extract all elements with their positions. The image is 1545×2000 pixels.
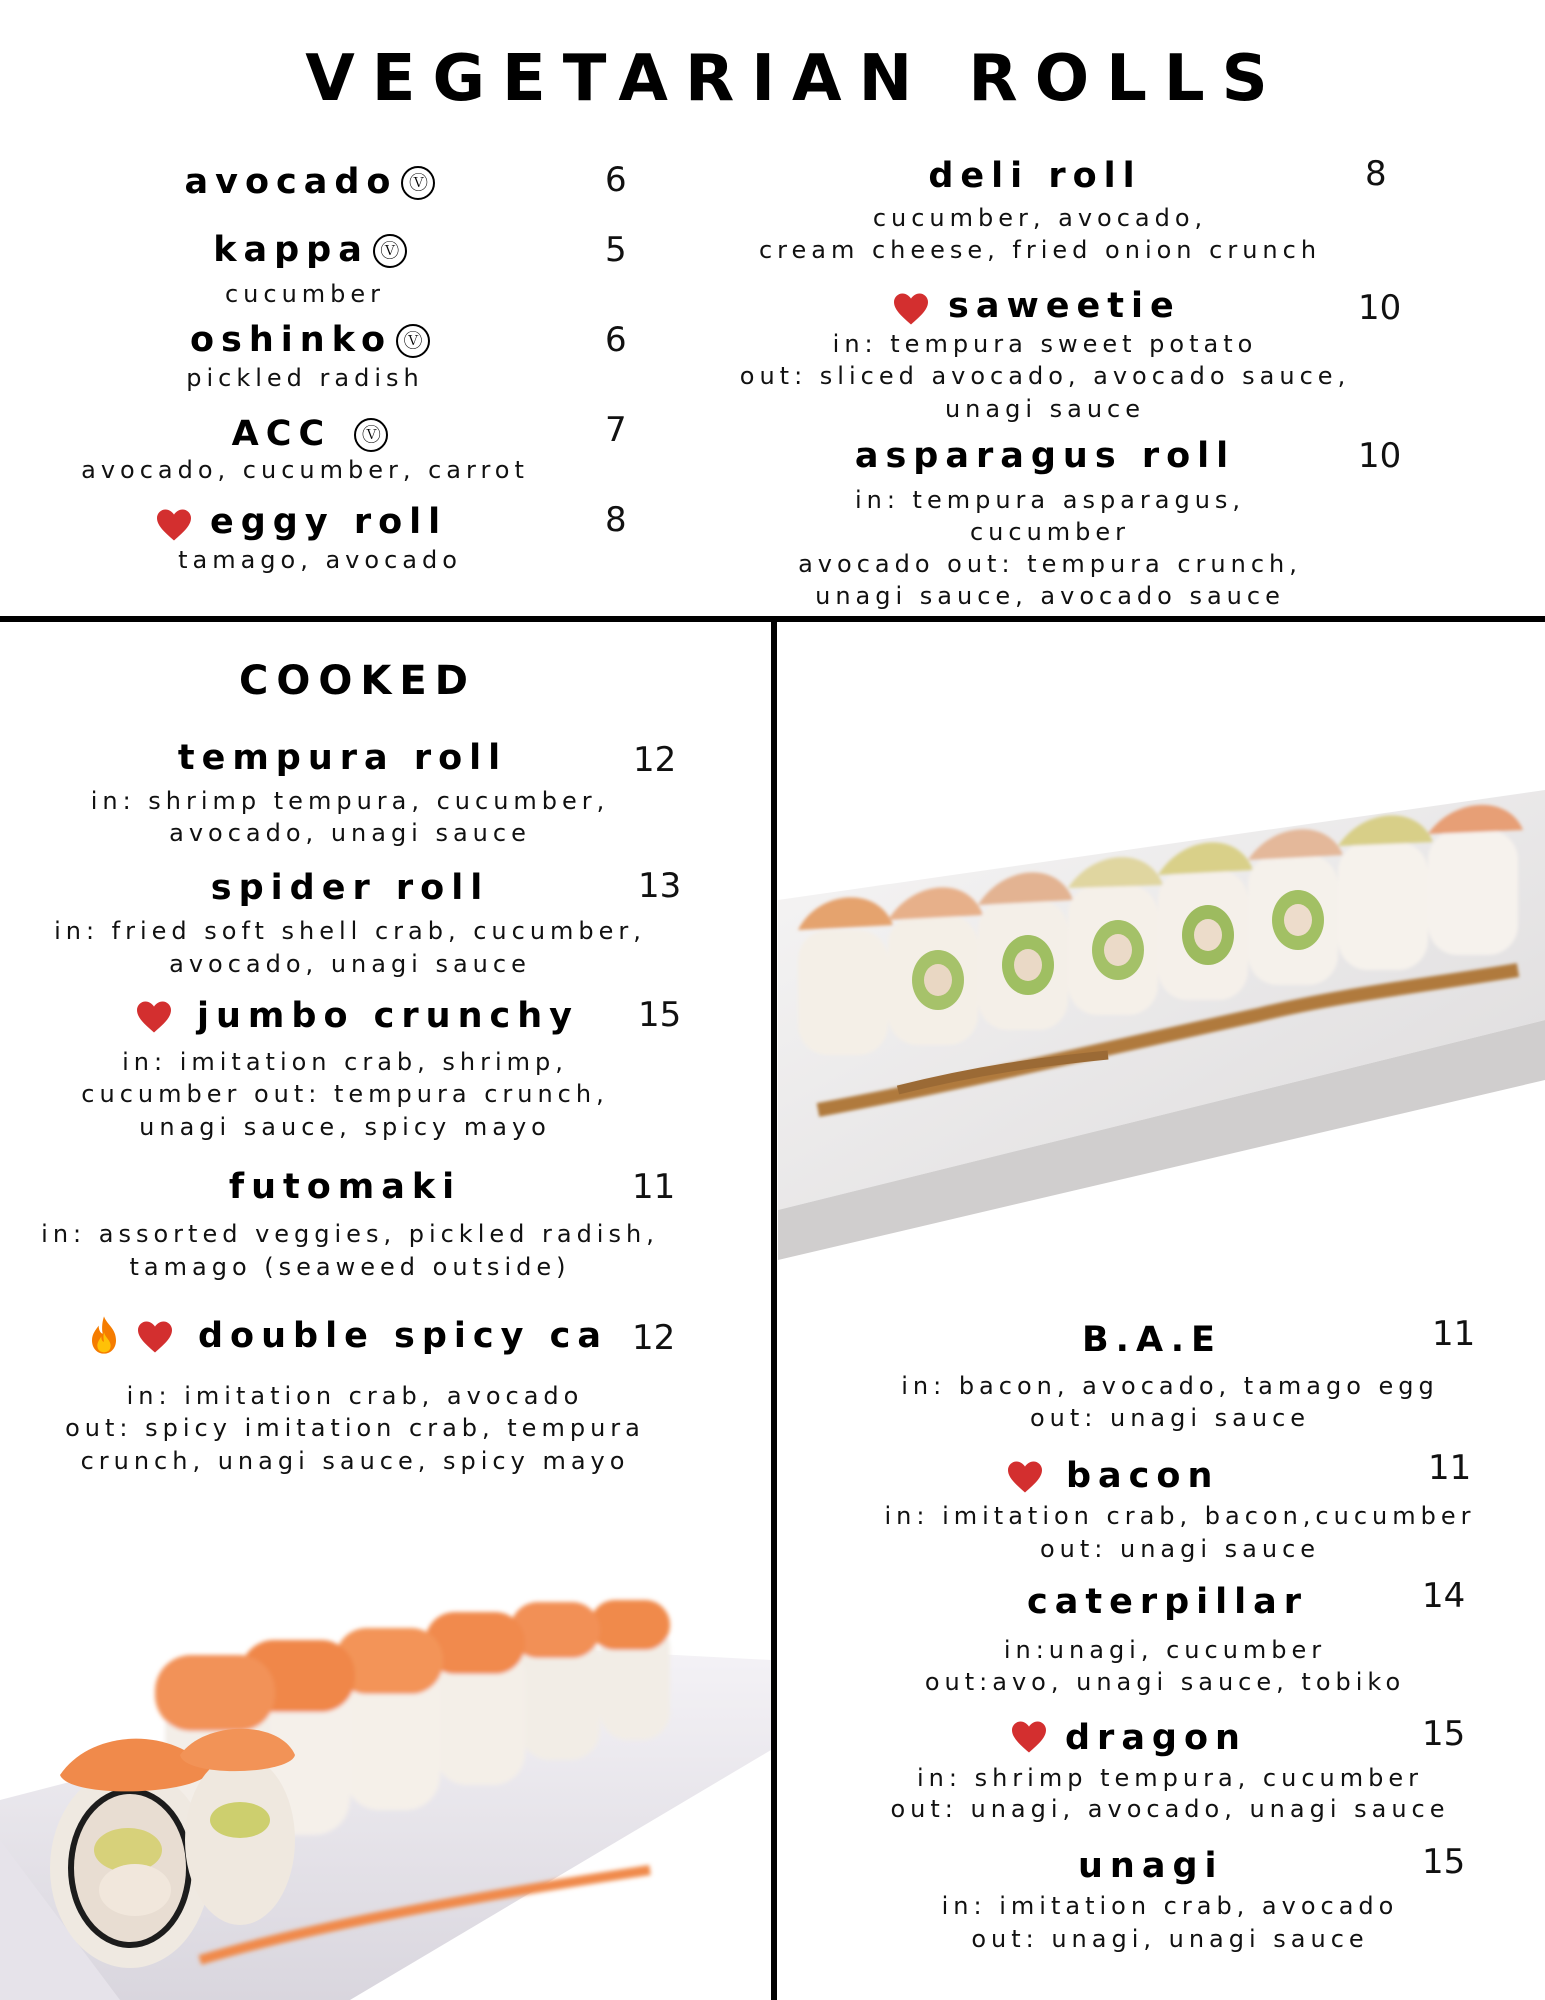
page-title: VEGETARIAN ROLLS bbox=[305, 42, 1285, 116]
menu-item-jumbo-crunchy-desc: unagi sauce, spicy mayo bbox=[139, 1113, 551, 1141]
vegetarian-icon: Ⓥ bbox=[396, 324, 430, 358]
vegetarian-icon: Ⓥ bbox=[373, 234, 407, 268]
menu-item-asparagus-roll-desc: cucumber bbox=[969, 518, 1131, 546]
menu-item-tempura-roll-name: tempura roll bbox=[177, 738, 508, 778]
menu-item-asparagus-roll-price: 10 bbox=[1358, 436, 1402, 476]
menu-item-unagi-price: 15 bbox=[1422, 1842, 1466, 1882]
menu-item-deli-roll-price: 8 bbox=[1365, 154, 1387, 194]
menu-item-double-spicy-ca-desc: out: spicy imitation crab, tempura bbox=[65, 1414, 645, 1442]
menu-item-kappa-name: kappa Ⓥ bbox=[0, 228, 620, 272]
column-divider bbox=[771, 622, 777, 2000]
menu-item-unagi-name: unagi bbox=[1078, 1846, 1224, 1886]
heart-icon bbox=[135, 1000, 173, 1034]
menu-item-asparagus-roll-desc: avocado out: tempura crunch, bbox=[798, 550, 1302, 578]
menu-item-bacon-desc: out: unagi sauce bbox=[1039, 1535, 1321, 1563]
menu-item-oshinko-name: oshinko Ⓥ bbox=[0, 318, 620, 362]
menu-item-bae-price: 11 bbox=[1432, 1314, 1476, 1354]
menu-item-jumbo-crunchy-desc: cucumber out: tempura crunch, bbox=[81, 1080, 609, 1108]
menu-item-saweetie-desc: unagi sauce bbox=[944, 395, 1146, 423]
menu-item-dragon-desc: in: shrimp tempura, cucumber bbox=[917, 1764, 1423, 1792]
heart-icon bbox=[1006, 1460, 1044, 1494]
menu-item-bacon-desc: in: imitation crab, bacon,cucumber bbox=[884, 1502, 1476, 1530]
menu-item-eggy-roll-name: eggy roll bbox=[210, 502, 448, 542]
menu-item-futomaki-desc: in: assorted veggies, pickled radish, bbox=[41, 1220, 659, 1248]
menu-item-spider-roll-price: 13 bbox=[638, 866, 682, 906]
menu-item-acc-desc: avocado, cucumber, carrot bbox=[81, 456, 529, 484]
menu-item-dragon-price: 15 bbox=[1422, 1714, 1466, 1754]
menu-item-futomaki-desc: tamago (seaweed outside) bbox=[129, 1253, 571, 1281]
menu-item-double-spicy-ca-desc: in: imitation crab, avocado bbox=[126, 1382, 584, 1410]
menu-item-caterpillar-desc: out:avo, unagi sauce, tobiko bbox=[924, 1668, 1406, 1696]
menu-item-tempura-roll-desc: avocado, unagi sauce bbox=[169, 819, 531, 847]
menu-item-futomaki-name: futomaki bbox=[228, 1167, 462, 1207]
menu-item-jumbo-crunchy-price: 15 bbox=[638, 995, 682, 1035]
menu-item-eggy-roll-price: 8 bbox=[605, 500, 627, 540]
menu-item-saweetie-desc: out: sliced avocado, avocado sauce, bbox=[739, 362, 1351, 390]
menu-item-spider-roll-name: spider roll bbox=[210, 868, 490, 908]
menu-item-saweetie-name: saweetie bbox=[948, 286, 1181, 326]
menu-item-caterpillar-desc: in:unagi, cucumber bbox=[1003, 1636, 1327, 1664]
menu-item-double-spicy-ca-price: 12 bbox=[632, 1318, 676, 1358]
menu-item-asparagus-roll-name: asparagus roll bbox=[854, 436, 1236, 476]
menu-item-deli-roll-desc: cream cheese, fried onion crunch bbox=[758, 236, 1322, 264]
menu-item-unagi-desc: out: unagi, unagi sauce bbox=[971, 1925, 1369, 1953]
menu-item-futomaki-price: 11 bbox=[632, 1167, 676, 1207]
sushi-photo bbox=[778, 780, 1545, 1260]
menu-item-tempura-roll-price: 12 bbox=[633, 740, 677, 780]
menu-item-tempura-roll-desc: in: shrimp tempura, cucumber, bbox=[90, 787, 610, 815]
menu-item-oshinko-price: 6 bbox=[605, 320, 627, 360]
menu-item-spider-roll-desc: avocado, unagi sauce bbox=[169, 950, 531, 978]
menu-item-dragon-desc: out: unagi, avocado, unagi sauce bbox=[890, 1795, 1450, 1823]
menu-item-bae-desc: out: unagi sauce bbox=[1029, 1404, 1311, 1432]
menu-item-kappa-desc: cucumber bbox=[224, 280, 386, 308]
fire-icon bbox=[87, 1315, 121, 1355]
vegetarian-icon: Ⓥ bbox=[401, 166, 435, 200]
menu-item-deli-roll-name: deli roll bbox=[928, 156, 1142, 196]
menu-item-saweetie-price: 10 bbox=[1358, 288, 1402, 328]
menu-item-caterpillar-name: caterpillar bbox=[1027, 1582, 1309, 1622]
menu-item-jumbo-crunchy-desc: in: imitation crab, shrimp, bbox=[122, 1048, 568, 1076]
menu-item-eggy-roll-desc: tamago, avocado bbox=[178, 546, 462, 574]
menu-item-bacon-name: bacon bbox=[1066, 1456, 1220, 1496]
menu-item-spider-roll-desc: in: fried soft shell crab, cucumber, bbox=[54, 917, 646, 945]
menu-item-avocado-price: 6 bbox=[605, 160, 627, 200]
heart-icon bbox=[892, 292, 930, 326]
menu-item-acc-name: ACC Ⓥ bbox=[0, 412, 620, 456]
heart-icon bbox=[1010, 1720, 1048, 1754]
menu-item-deli-roll-desc: cucumber, avocado, bbox=[872, 204, 1208, 232]
menu-item-unagi-desc: in: imitation crab, avocado bbox=[941, 1892, 1399, 1920]
heart-icon bbox=[155, 508, 193, 542]
menu-item-avocado-name: avocado Ⓥ bbox=[0, 160, 620, 204]
menu-item-oshinko-desc: pickled radish bbox=[186, 364, 424, 392]
section-title-cooked: COOKED bbox=[239, 658, 476, 704]
menu-item-bae-desc: in: bacon, avocado, tamago egg bbox=[901, 1372, 1439, 1400]
menu-item-saweetie-desc: in: tempura sweet potato bbox=[832, 330, 1258, 358]
menu-item-asparagus-roll-desc: unagi sauce, avocado sauce bbox=[815, 582, 1285, 610]
vegetarian-icon: Ⓥ bbox=[354, 418, 388, 452]
menu-item-dragon-name: dragon bbox=[1065, 1718, 1247, 1758]
menu-item-acc-price: 7 bbox=[605, 410, 627, 450]
menu-item-double-spicy-ca-desc: crunch, unagi sauce, spicy mayo bbox=[80, 1447, 630, 1475]
menu-item-caterpillar-price: 14 bbox=[1422, 1576, 1466, 1616]
menu-item-double-spicy-ca-name: double spicy ca bbox=[198, 1316, 608, 1356]
menu-item-kappa-price: 5 bbox=[605, 230, 627, 270]
menu-item-bae-name: B.A.E bbox=[1082, 1320, 1222, 1360]
heart-icon bbox=[136, 1320, 174, 1354]
sushi-photo bbox=[0, 1540, 771, 2000]
menu-item-jumbo-crunchy-name: jumbo crunchy bbox=[197, 996, 579, 1036]
menu-item-asparagus-roll-desc: in: tempura asparagus, bbox=[854, 486, 1246, 514]
menu-item-bacon-price: 11 bbox=[1428, 1448, 1472, 1488]
